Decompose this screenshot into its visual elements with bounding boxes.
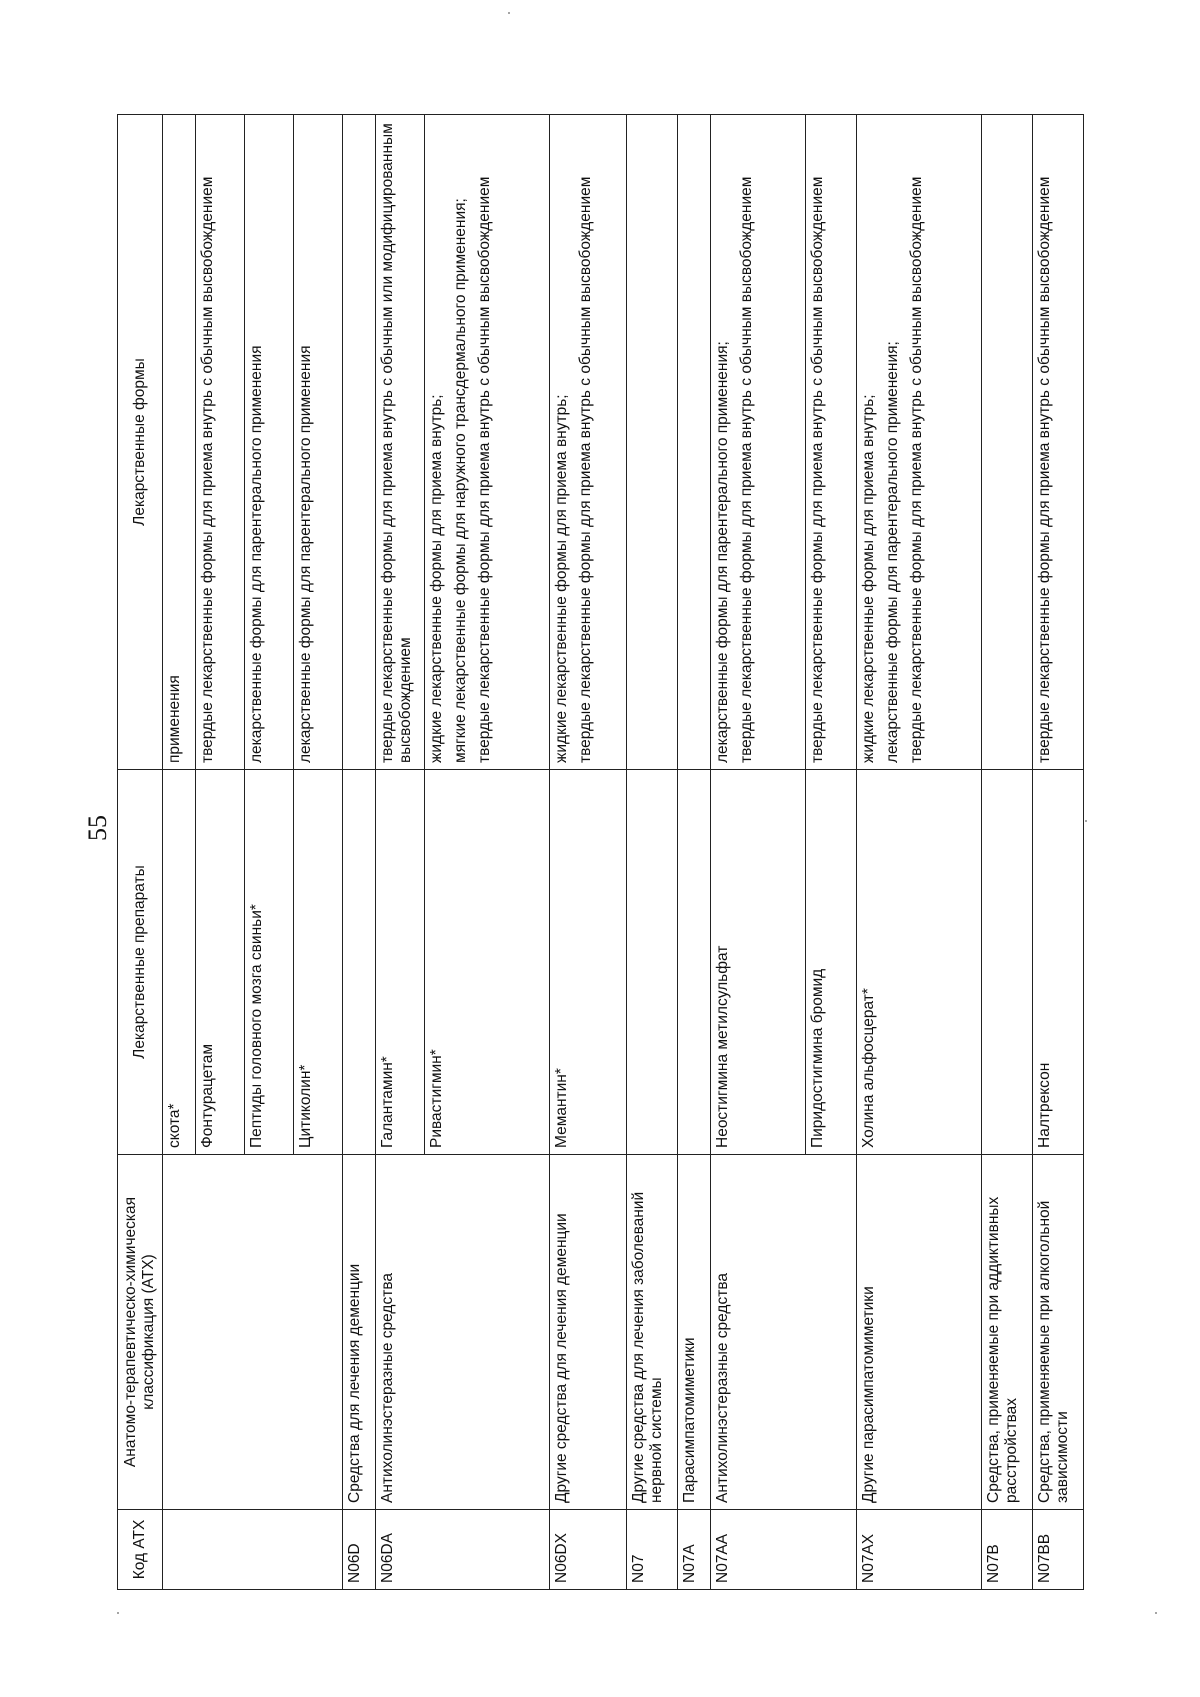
form-line: применения: [166, 675, 183, 763]
cell-atx: Антихолинэстеразные средства: [376, 1155, 425, 1510]
table-row: [678, 115, 711, 1590]
form-line: твердые лекарственные формы для приема внутрь с обычным высвобождением: [577, 176, 594, 763]
table-row: [343, 115, 376, 1590]
form-line: жидкие лекарственные формы для приема внутрь;: [428, 394, 445, 763]
cell-forms: [550, 115, 627, 770]
cell-code: N07AX: [857, 1510, 982, 1590]
cell-code: N07: [627, 1510, 678, 1590]
table-row: [163, 115, 196, 1590]
form-line: твердые лекарственные формы для приема внутрь с обычным высвобождением: [908, 176, 925, 763]
cell-drug: Пептиды головного мозга свиньи*: [245, 770, 294, 1155]
cell-forms: [343, 115, 376, 770]
cell-atx: Антихолинэстеразные средства: [711, 1155, 806, 1510]
table-row: [425, 115, 550, 1590]
cell-forms: [1033, 115, 1084, 770]
cell-code-empty: [294, 1510, 343, 1590]
form-line: твердые лекарственные формы для приема внутрь с обычным высвобождением: [476, 176, 493, 763]
cell-code: N06D: [343, 1510, 376, 1590]
page-number: 55: [83, 815, 112, 841]
cell-atx: Другие парасимпатомиметики: [857, 1155, 982, 1510]
cell-forms: [425, 115, 550, 770]
cell-atx-empty: [806, 1155, 857, 1510]
cell-atx: Другие средства для лечения деменции: [550, 1155, 627, 1510]
cell-code-empty: [196, 1510, 245, 1590]
form-line: твердые лекарственные формы для приема внутрь с обычным высвобождением: [809, 176, 826, 763]
cell-code: N07BB: [1033, 1510, 1084, 1590]
header-atx: Анатомо-терапевтическо-химическая классификация (АТХ): [118, 1155, 163, 1510]
cell-atx-empty: [294, 1155, 343, 1510]
cell-drug: Неостигмина метилсульфат: [711, 770, 806, 1155]
cell-atx-empty: [425, 1155, 550, 1510]
cell-drug: Галантамин*: [376, 770, 425, 1155]
cell-forms: [982, 115, 1033, 770]
form-line: твердые лекарственные формы для приема внутрь с обычным или модифицированным высвобождением: [379, 123, 414, 763]
form-line: жидкие лекарственные формы для приема внутрь;: [860, 394, 877, 763]
cell-drug: [678, 770, 711, 1155]
form-line: лекарственные формы для парентерального применения: [297, 345, 314, 763]
cell-forms: [711, 115, 806, 770]
table-row: [627, 115, 678, 1590]
form-line: лекарственные формы для парентерального применения;: [714, 341, 731, 763]
cell-code-empty: [806, 1510, 857, 1590]
scan-speck: [117, 1612, 119, 1614]
cell-drug: Холина альфосцерат*: [857, 770, 982, 1155]
cell-atx: Другие средства для лечения заболеваний нервной системы: [627, 1155, 678, 1510]
cell-code-empty: [425, 1510, 550, 1590]
table-row: [294, 115, 343, 1590]
cell-forms: [294, 115, 343, 770]
cell-code: N07AA: [711, 1510, 806, 1590]
cell-code: N06DX: [550, 1510, 627, 1590]
table-header-row: [118, 115, 163, 1590]
form-line: жидкие лекарственные формы для приема внутрь;: [553, 394, 570, 763]
cell-code: N07B: [982, 1510, 1033, 1590]
table-row: [550, 115, 627, 1590]
table-frame: [117, 115, 1071, 1590]
cell-code-empty: [245, 1510, 294, 1590]
form-line: твердые лекарственные формы для приема внутрь с обычным высвобождением: [1036, 176, 1053, 763]
table-row: [982, 115, 1033, 1590]
form-line: твердые лекарственные формы для приема внутрь с обычным высвобождением: [738, 176, 755, 763]
cell-atx-empty: [196, 1155, 245, 1510]
cell-atx-empty: [245, 1155, 294, 1510]
cell-drug: Мемантин*: [550, 770, 627, 1155]
cell-drug: Цитиколин*: [294, 770, 343, 1155]
header-code: Код АТХ: [118, 1510, 163, 1590]
table-row: [711, 115, 806, 1590]
header-forms: Лекарственные формы: [118, 115, 163, 770]
cell-forms: [245, 115, 294, 770]
cell-forms: [678, 115, 711, 770]
cell-atx: Средства, применяемые при аддиктивных расстройствах: [982, 1155, 1033, 1510]
table-row: [376, 115, 425, 1590]
form-line: мягкие лекарственные формы для наружного трансдермального применения;: [452, 198, 469, 763]
table-row: [806, 115, 857, 1590]
header-drugs: Лекарственные препараты: [118, 770, 163, 1155]
cell-atx: Парасимпатомиметики: [678, 1155, 711, 1510]
cell-drug: Пиридостигмина бромид: [806, 770, 857, 1155]
rotated-table-container: [117, 115, 1071, 1590]
cell-drug: [627, 770, 678, 1155]
scan-speck: [508, 12, 510, 14]
cell-atx: Средства для лечения деменции: [343, 1155, 376, 1510]
cell-forms: [857, 115, 982, 770]
cell-drug: Ривастигмин*: [425, 770, 550, 1155]
scan-speck: [1085, 820, 1087, 822]
cell-drug: [982, 770, 1033, 1155]
cell-atx: Средства, применяемые при алкогольной зависимости: [1033, 1155, 1084, 1510]
form-line: лекарственные формы для парентерального применения: [248, 345, 265, 763]
cell-forms: [806, 115, 857, 770]
table-row: [1033, 115, 1084, 1590]
cell-forms: [196, 115, 245, 770]
form-line: лекарственные формы для парентерального применения;: [884, 341, 901, 763]
table-row: [857, 115, 982, 1590]
cell-drug: [343, 770, 376, 1155]
cell-atx: [163, 1155, 196, 1510]
cell-forms: [163, 115, 196, 770]
form-line: твердые лекарственные формы для приема внутрь с обычным высвобождением: [199, 176, 216, 763]
scan-speck: [1155, 1612, 1157, 1614]
cell-code: N06DA: [376, 1510, 425, 1590]
cell-code: [163, 1510, 196, 1590]
cell-forms: [376, 115, 425, 770]
cell-code: N07A: [678, 1510, 711, 1590]
cell-drug: Налтрексон: [1033, 770, 1084, 1155]
cell-drug: Фонтурацетам: [196, 770, 245, 1155]
cell-forms: [627, 115, 678, 770]
atx-drug-table: [117, 114, 1084, 1590]
cell-drug: скота*: [163, 770, 196, 1155]
table-row: [196, 115, 245, 1590]
table-row: [245, 115, 294, 1590]
